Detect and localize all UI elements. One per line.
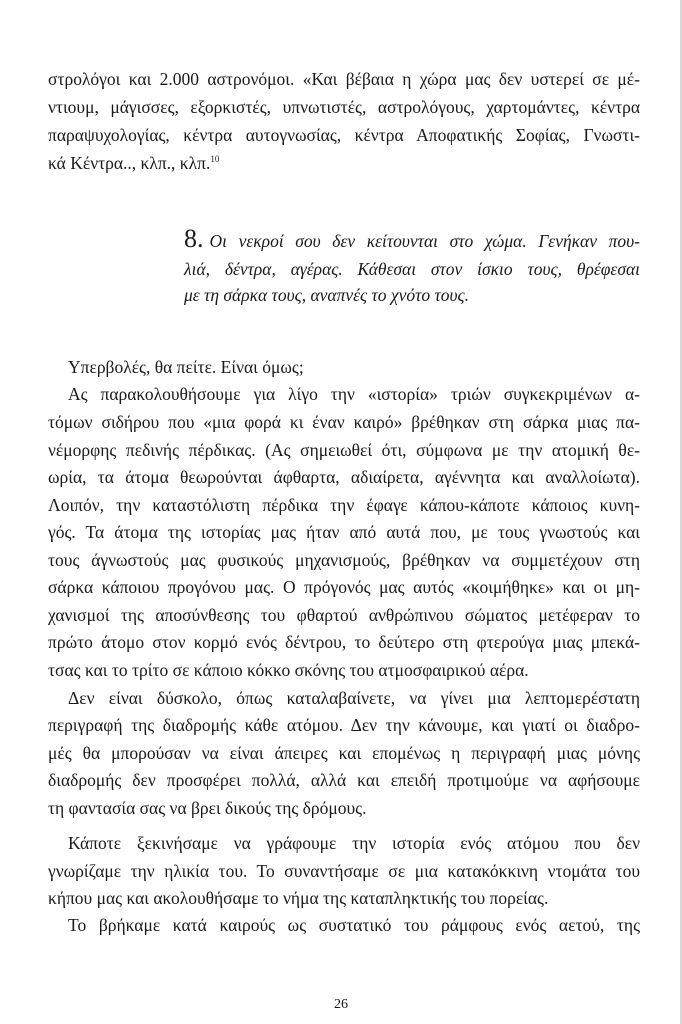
text-line: παραψυχολογίας, κέντρα αυτογνωσίας, κέντρα Αποφατικής Σοφίας, Γνωστι- <box>48 125 640 145</box>
epigraph-line: με τη σάρκα τους, αναπνές το χνότο τους. <box>184 285 470 305</box>
text-line: τη φαντασία σας να βρει δικούς της δρόμους. <box>48 798 367 818</box>
text-line: ωρία, τα άτομα θεωρούνται άφθαρτα, αδιαίρετα, αγέννητα και αναλλοίωτα). <box>48 467 640 487</box>
text-line: ντιουμ, μάγισσες, εξορκιστές, υπνωτιστές, αστρολόγους, χαρτομάντες, κέντρα <box>48 97 640 117</box>
text-line: Το βρήκαμε κατά καιρούς ως συστατικό του ράμφους ενός αετού, της <box>68 915 640 935</box>
text-line: μές θα μπορούσαν να είναι άπειρες και επομένως η περιγραφή μιας μόνης <box>48 743 640 763</box>
text-line: Υπερβολές, θα πείτε. Είναι όμως; <box>68 357 304 377</box>
epigraph-number: 8. <box>184 224 204 253</box>
text-line: κήπου μας και ακολουθήσαμε το νήμα της καταπληκτικής του πορείας. <box>48 888 549 908</box>
epigraph-line: λιά, δέντρα, αγέρας. Κάθεσαι στον ίσκιο τους, θρέφεσαι <box>184 259 640 279</box>
text-line: χανισμοί της αποσύνθεσης του φθαρτού ανθρώπινου σώματος μετέφεραν το <box>48 605 640 625</box>
text-line: Δεν είναι δύσκολο, όπως καταλαβαίνετε, να γίνει μια λεπτομερέστατη <box>68 688 640 708</box>
footnote-reference: 10 <box>210 154 220 164</box>
text-line: Ας παρακολουθήσουμε για λίγο την «ιστορία» τριών συγκεκριμένων α- <box>68 384 640 404</box>
text-line: πρώτο άτομο στον κορμό ενός δέντρου, το δεύτερο στη φτερούγα μιας μπεκά- <box>48 632 640 652</box>
text-line: στρολόγοι και 2.000 αστρονόμοι. «Και βέβαια η χώρα μας δεν υστερεί σε μέ- <box>48 69 640 89</box>
text-line-content: κά Κέντρα.., κλπ., κλπ. <box>48 153 211 173</box>
page-number: 26 <box>334 997 348 1012</box>
epigraph-line <box>184 226 640 254</box>
text-line: περιγραφή της διαδρομής κάθε ατόμου. Δεν την κάνουμε, και γιατί οι διαδρο- <box>48 715 640 735</box>
text-line: γνωρίζαμε την ηλικία του. Το συναντήσαμε σε μια κατακόκκινη ντομάτα του <box>48 861 640 881</box>
text-line: διαδρομής δεν προσφέρει πολλά, αλλά και επειδή προτιμούμε να αφήσουμε <box>48 770 640 790</box>
text-line: σάρκα κάποιου προγόνου μας. Ο πρόγονός μας αυτός «κοιμήθηκε» και οι μη- <box>48 577 640 597</box>
text-line: τσας και το τρίτο σε κάποιο κόκκο σκόνης του ατμοσφαιρικού αέρα. <box>48 660 529 680</box>
text-line <box>48 150 640 176</box>
text-line: Λοιπόν, την καταστόλιστη πέρδικα την έφαγε κάπου-κάποτε κάποιος κυνη- <box>48 495 640 515</box>
epigraph-line-text: Οι νεκροί σου δεν κείτουνται στο χώμα. Γενήκαν που- <box>209 231 640 251</box>
text-line: νέμορφης πεδινής πέρδικας. (Ας σημειωθεί ότι, σύμφωνα με την ατομική θε- <box>48 440 640 460</box>
text-line: τόμων σιδήρου που «μια φορά κι έναν καιρό» βρέθηκαν στη σάρκα μιας πα- <box>48 412 640 432</box>
text-line: γός. Τα άτομα της ιστορίας μας ήταν από αυτά που, με τους γνωστούς και <box>48 522 640 542</box>
text-line: Κάποτε ξεκινήσαμε να γράφουμε την ιστορία ενός ατόμου που δεν <box>68 833 640 853</box>
text-line: τους άγνωστούς μας φυσικούς μηχανισμούς, βρέθηκαν να συμμετέχουν στη <box>48 550 640 570</box>
